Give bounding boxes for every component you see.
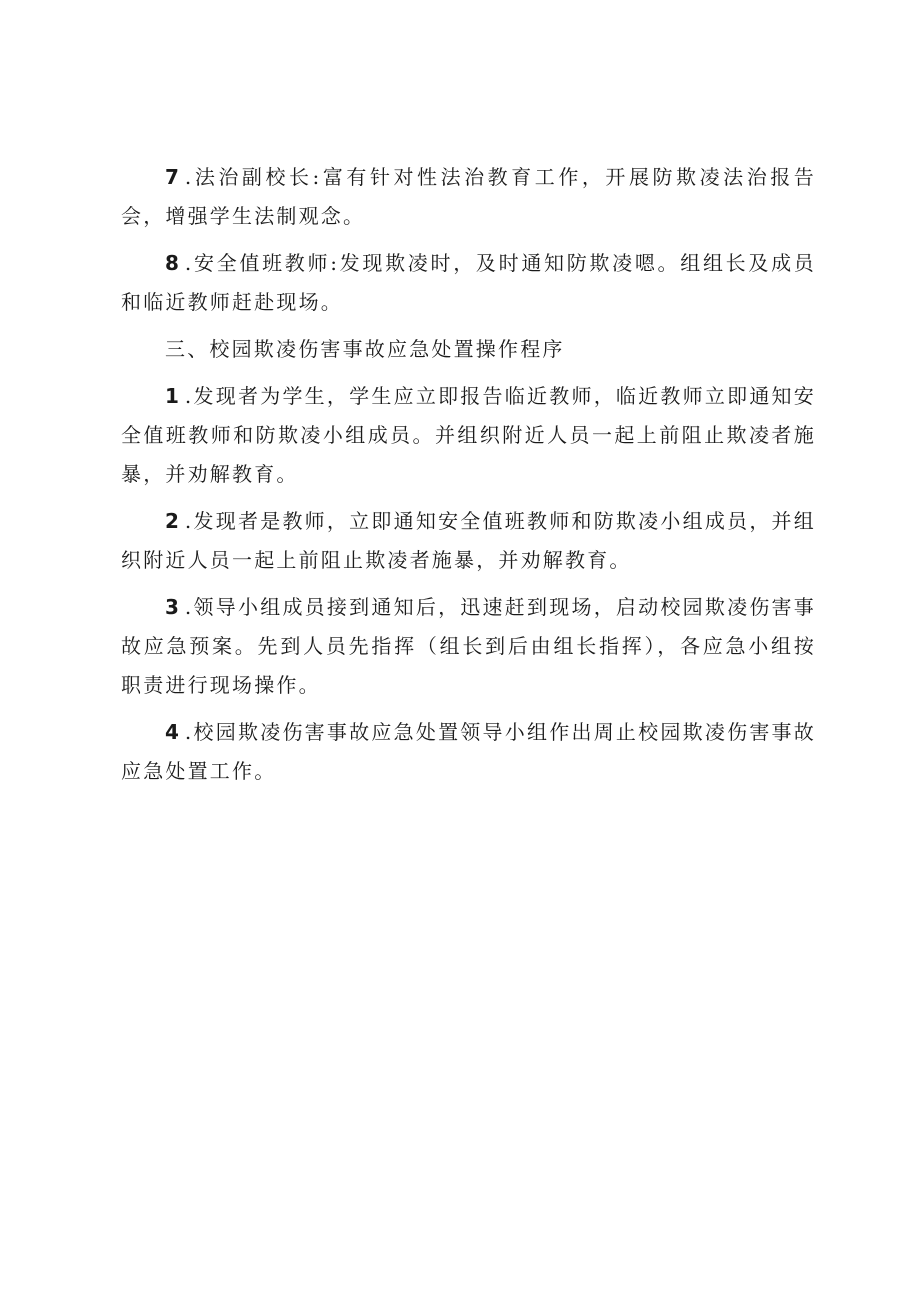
- item-text: .发现者是教师，立即通知安全值班教师和防欺凌小组成员，并组织附近人员一起上前阻止欺凌者施暴，并劝解教育。: [121, 509, 816, 572]
- item-text: .校园欺凌伤害事故应急处置领导小组作出周止校园欺凌伤害事故应急处置工作。: [121, 720, 816, 783]
- duty-item-8: [121, 244, 816, 322]
- item-number: 4: [165, 720, 179, 744]
- procedure-item-2: [121, 502, 816, 580]
- procedure-item-3: [121, 588, 816, 705]
- item-number: 8: [165, 251, 179, 275]
- item-text: .法治副校长:富有针对性法治教育工作，开展防欺凌法治报告会，增强学生法制观念。: [121, 165, 816, 228]
- item-text: .安全值班教师:发现欺凌时，及时通知防欺凌嗯。组组长及成员和临近教师赶赴现场。: [121, 251, 816, 314]
- item-number: 7: [165, 165, 179, 189]
- item-text: .发现者为学生，学生应立即报告临近教师，临近教师立即通知安全值班教师和防欺凌小组成员。并组织附近人员一起上前阻止欺凌者施暴，并劝解教育。: [121, 384, 816, 486]
- item-number: 2: [165, 509, 179, 533]
- item-number: 3: [165, 595, 179, 619]
- item-number: 1: [165, 384, 179, 408]
- item-text: .领导小组成员接到通知后，迅速赶到现场，启动校园欺凌伤害事故应急预案。先到人员先指挥（组长到后由组长指挥），各应急小组按职责进行现场操作。: [121, 595, 816, 697]
- procedure-item-4: [121, 713, 816, 791]
- section-heading: 三、校园欺凌伤害事故应急处置操作程序: [165, 337, 565, 361]
- duty-item-7: [121, 158, 816, 236]
- procedure-item-1: [121, 377, 816, 494]
